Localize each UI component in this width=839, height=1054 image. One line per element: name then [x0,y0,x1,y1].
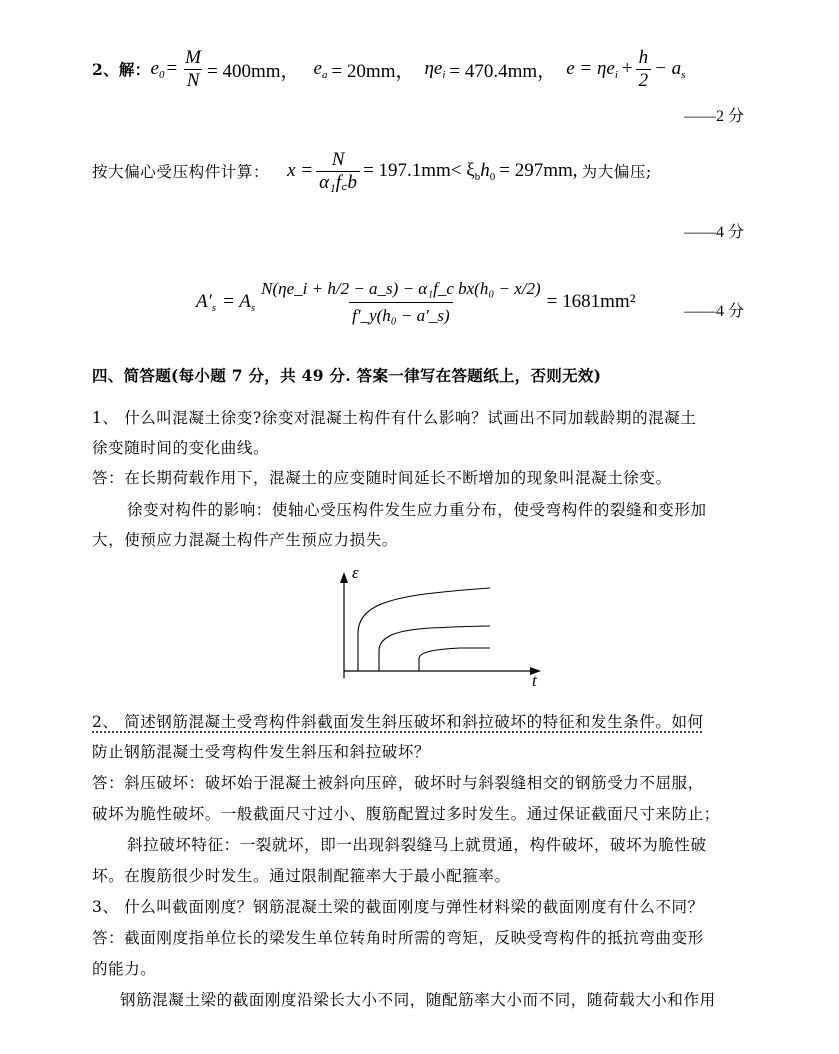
as-symbol: = $A_s$ [222,290,256,314]
q1-answer-line-2: 徐变对构件的影响：使轴心受压构件发生应力重分布，使受弯构件的裂缝和变形加 [127,501,707,519]
section-4-heading: 四、简答题(每小题 7 分，共 49 分. 答案一律写在答题纸上，否则无效) [92,366,602,385]
curve-1 [358,588,490,671]
eta-ei-value: = 470.4mm， [449,60,557,82]
creep-curve-graph [330,560,550,690]
q3-answer-line-3: 钢筋混凝土梁的截面刚度沿梁长大小不同，随配筋率大小而不同，随荷载大小和作用 [120,991,716,1009]
q3-question-line-1: 3、 什么叫截面刚度？钢筋混凝土梁的截面刚度与弹性材料梁的截面刚度有什么不同？ [92,898,704,916]
e0-fraction: $\frac{M}{N}$ [185,46,201,91]
solution-line-3 [196,262,635,342]
e-expression: $e = \eta e_i$ [566,57,618,81]
as-prime-symbol: $A'_s$ [196,290,217,314]
solution-line-2 [92,146,652,196]
h-over-2-fraction: $\frac{h}{2}$ [636,48,652,91]
q1-question-line-2: 徐变随时间的变化曲线。 [92,439,270,457]
x-value: = $197.1mm< \xi_bh_0 = 297mm$, [363,159,578,183]
ea-value: = 20mm， [331,60,415,82]
score-4a: ——4 分 [683,224,744,241]
x-symbol: x = [287,160,314,181]
q2-question-line-1: 2、 简述钢筋混凝土受弯构件斜截面发生斜压破坏和斜拉破坏的特征和发生条件。如何 [92,713,704,731]
q1-answer-line-1: 答：在长期荷载作用下，混凝土的应变随时间延长不断增加的现象叫混凝土徐变。 [92,469,672,487]
solution-line-1: 2、解： $e_0$ = $\frac{M}{N}$ = 400mm， $e_a$ = 20mm， $\eta e_i$ = 470.4mm， $e = \eta e_i$ + $\frac{h}{2}$ − $a_s$ [92,46,686,91]
score-2: ——2 分 [683,108,744,125]
ea-symbol: $e_a$ [313,57,328,81]
minus-as: − $a_s$ [654,57,686,81]
as-value: = 1681mm² [546,291,636,312]
q2-answer-line-2: 破坏为脆性破坏。一般截面尺寸过小、腹筋配置过多时发生。通过保证截面尺寸来防止； [92,805,720,823]
x-conclusion: 为大偏压; [581,163,652,181]
q2-answer-line-1: 答：斜压破坏：破坏始于混凝土被斜向压碎，破坏时与斜裂缝相交的钢筋受力不屈服， [92,774,704,792]
q2-question-line-2: 防止钢筋混凝土受弯构件发生斜压和斜拉破坏？ [92,743,431,761]
x-axis-label: t [532,671,537,690]
y-axis-arrow [340,572,348,583]
e0-value: = 400mm， [206,60,300,82]
q2-answer-line-4: 坏。在腹筋很少时发生。通过限制配箍率大于最小配箍率。 [92,867,511,885]
x-fraction: $\frac{N}{\text{α₁f꜀b}}$ [316,150,360,193]
as-fraction: $\frac{\text{N(ηe\_i + h/2 − a\_s) − α₁f\_c bx(h₀ − x/2)}}{\text{f′\_y(h₀ − a′\_s)}}$ [261,278,541,325]
e0-symbol: $e_0$ [150,57,165,81]
eta-ei-symbol: $\eta e_i$ [424,57,446,81]
y-axis-label: ε [352,563,359,582]
q3-answer-line-1: 答：截面刚度指单位长的梁发生单位转角时所需的弯矩，反映受弯构件的抵抗弯曲变形 [92,929,704,947]
curve-3 [419,648,490,671]
q2-answer-line-3: 斜拉破坏特征：一裂就坏，即一出现斜裂缝马上就贯通，构件破坏，破坏为脆性破 [127,836,707,854]
q1-answer-line-3: 大，使预应力混凝土构件产生预应力损失。 [92,531,398,549]
q1-question-line-1: 1、 什么叫混凝土徐变?徐变对混凝土构件有什么影响？试画出不同加载龄期的混凝土 [92,409,697,427]
calc-label: 按大偏心受压构件计算： [92,163,270,181]
score-4b: ——4 分 [683,303,744,320]
q3-answer-line-2: 的能力。 [92,960,157,978]
solution-label: 2、解： [92,60,151,79]
